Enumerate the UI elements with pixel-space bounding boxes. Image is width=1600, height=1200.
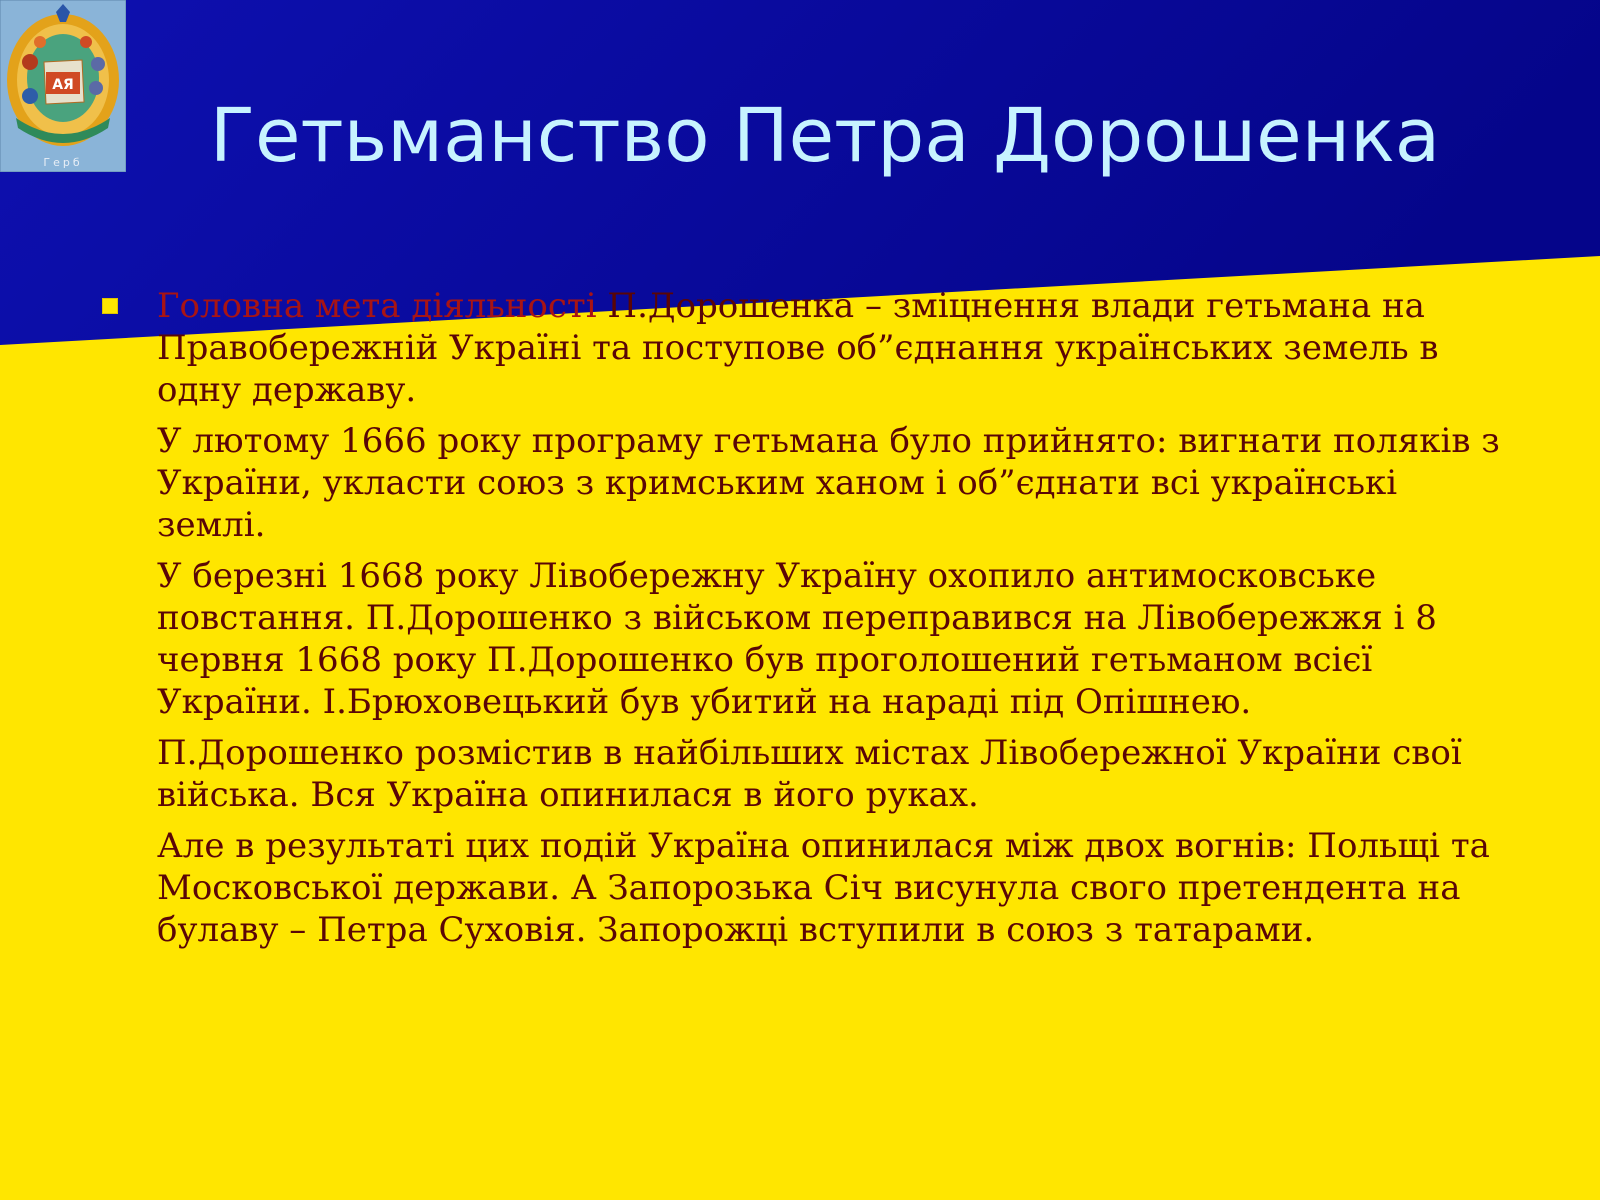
paragraph-1-lead: Головна мета діяльності [157, 286, 597, 326]
paragraph-1-text: П.Дорошенка – зміцнення влади гетьмана на Правобережній Україні та поступове об”єднання українських земель в одну державу. [157, 286, 1439, 410]
school-crest-icon [0, 0, 126, 172]
paragraph-5: Але в результаті цих подій Україна опинилася між двох вогнів: Польщі та Московської держави. А Запорозька Січ висунула свого претендента на булаву – Петра Суховія. Запорожці вступили в союз з татарами. [157, 826, 1490, 950]
paragraph-2: У лютому 1666 року програму гетьмана було прийнято: вигнати поляків з України, укласти союз з кримським ханом і об”єднати всі українські землі. [157, 421, 1500, 545]
slide-title: Гетьманство Петра Дорошенка [209, 93, 1441, 179]
svg-text:АЯ: АЯ [52, 77, 74, 93]
paragraph-3: У березні 1668 року Лівобережну Україну охопило антимосковське повстання. П.Дорошенко з військом переправився на Лівобережжя і 8 червня 1668 року П.Дорошенко був проголошений гетьманом всієї України. І.Брюховецький був убитий на нараді під Опішнею. [157, 556, 1437, 722]
paragraph-4: П.Дорошенко розмістив в найбільших містах Лівобережної України свої війська. Вся Україна опинилася в його руках. [157, 733, 1462, 815]
paragraph-1 [96, 285, 1506, 411]
slide-body [96, 285, 1506, 960]
bullet-icon [102, 298, 118, 314]
svg-text:Герб: Герб [43, 156, 83, 169]
